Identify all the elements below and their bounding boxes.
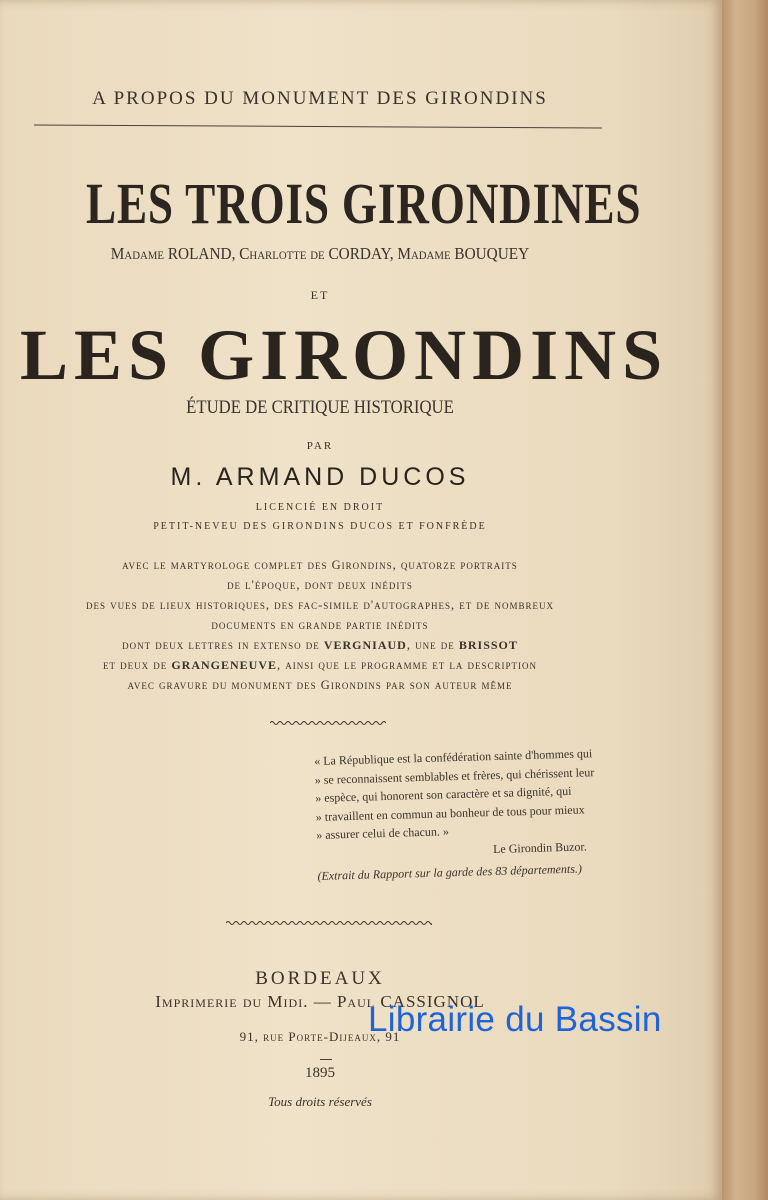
imprint-address: 91, rue Porte-Dijeaux, 91 xyxy=(239,1029,401,1044)
quote-source: (Extrait du Rapport sur la garde des 83 départements.) xyxy=(317,861,583,883)
watermark-logo: Librairie du Bassin xyxy=(368,1000,662,1039)
author-by: PAR xyxy=(306,440,334,452)
description-name-brissot: BRISSOT xyxy=(458,638,518,652)
imprint-printer: Imprimerie du Midi. — Paul CASSIGNOL xyxy=(155,992,485,1011)
author-name: M. ARMAND DUCOS xyxy=(170,463,470,491)
description-line-6 xyxy=(20,658,620,673)
quote-line-3: » espèce, qui honorent son caractère et sa dignité, qui xyxy=(315,783,572,805)
description-line-2: de l'époque, dont deux inédits xyxy=(227,578,413,592)
description-line-5-c: , une de xyxy=(406,638,459,652)
description-name-vergniaud: VERGNIAUD xyxy=(323,638,407,652)
description-name-grangeneuve: GRANGENEUVE xyxy=(171,658,278,672)
epigraph-quote xyxy=(314,744,618,886)
quote-line-1: « La République est la confédération sainte d'hommes qui xyxy=(314,746,593,768)
quote-line-2: » se reconnaissent semblables et frères, qui chérissent leur xyxy=(314,764,595,787)
subtitle-2: ÉTUDE DE CRITIQUE HISTORIQUE xyxy=(186,397,454,418)
subtitle-1: Madame ROLAND, Charlotte de CORDAY, Madame BOUQUEY xyxy=(110,244,530,263)
wavy-divider-1 xyxy=(270,720,386,726)
quote-line-4: » travaillent en commun au bonheur de tous pour mieux xyxy=(315,801,585,824)
author-credential-1: LICENCIÉ EN DROIT xyxy=(255,502,385,513)
title-conjunction: ET xyxy=(310,288,330,302)
description-line-7: avec gravure du monument des Girondins par son auteur même xyxy=(127,678,513,692)
author-credential-2: PETIT-NEVEU DES GIRONDINS DUCOS ET FONFRÈDE xyxy=(153,521,487,532)
description-line-4: documents en grande partie inédits xyxy=(211,618,429,632)
description-line-6-c: , ainsi que le programme et la description xyxy=(277,658,538,672)
description-line-5 xyxy=(20,638,620,653)
short-rule xyxy=(320,1059,332,1060)
quote-line-5: » assurer celui de chacun. » xyxy=(316,824,450,842)
description-line-1: avec le martyrologe complet des Girondins, quatorze portraits xyxy=(122,558,518,572)
title-main-1: LES TROIS GIRONDINES xyxy=(86,171,642,236)
title-main-2: LES GIRONDINS xyxy=(20,315,669,395)
quote-signature: Le Girondin Buzor. xyxy=(492,838,587,856)
imprint-year: 1895 xyxy=(305,1065,335,1081)
page-edge xyxy=(722,0,768,1200)
description-line-3: des vues de lieux historiques, des fac-simile d'autographes, et de nombreux xyxy=(86,598,554,612)
description-line-5-a: dont deux lettres in extenso de xyxy=(122,638,324,652)
imprint-rights: Tous droits réservés xyxy=(268,1094,372,1109)
wavy-divider-2 xyxy=(226,920,432,926)
imprint-city: BORDEAUX xyxy=(255,968,385,989)
top-heading: A PROPOS DU MONUMENT DES GIRONDINS xyxy=(92,88,548,109)
description-line-6-a: et deux de xyxy=(102,658,172,672)
